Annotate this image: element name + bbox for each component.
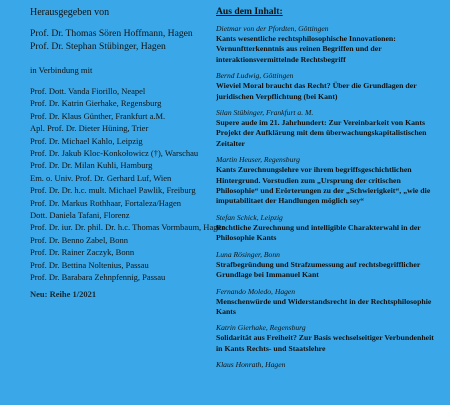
entry-author: Silan Stübinger, Frankfurt a. M. <box>216 108 314 118</box>
contents-heading: Aus dem Inhalt: <box>216 6 283 17</box>
board-member: Prof. Dr. Dr. h.c. mult. Michael Pawlik, Freiburg <box>30 185 196 196</box>
board-subheading: in Verbindung mit <box>30 65 93 75</box>
entry-title: Menschenwürde und Widerstandsrecht in der Rechtsphilosophie Kants <box>216 296 432 316</box>
editor-name: Prof. Dr. Stephan Stübinger, Hagen <box>30 41 166 52</box>
entry-author: Klaus Honrath, Hagen <box>216 360 286 370</box>
contents-entry <box>216 71 440 102</box>
board-member: Prof. Dr. Dr. Milan Kuhli, Hamburg <box>30 160 153 171</box>
board-member: Apl. Prof. Dr. Dieter Hüning, Trier <box>30 123 149 134</box>
entry-title: Solidarität aus Freiheit? Zur Basis wechselseitiger Verbundenheit in Kants Rechts- und Staatslehre <box>216 333 434 353</box>
contents-entry <box>216 213 440 244</box>
entry-author: Katrin Gierhake, Regensburg <box>216 323 306 333</box>
board-member: Prof. Dr. Michael Kahlo, Leipzig <box>30 135 143 146</box>
editors-heading: Herausgegeben von <box>30 7 110 18</box>
entry-author: Martin Heuser, Regensburg <box>216 155 300 165</box>
entry-title: Rechtliche Zurechnung und intelligible Charakterwahl in der Philosophie Kants <box>216 222 421 243</box>
board-member: Prof. Dr. Barabara Zehnpfennig, Passau <box>30 272 166 283</box>
editor-name: Prof. Dr. Thomas Sören Hoffmann, Hagen <box>30 28 193 39</box>
contents-entry <box>216 323 440 354</box>
entry-author: Stefan Schick, Leipzig <box>216 212 283 222</box>
board-member: Prof. Dr. iur. Dr. phil. Dr. h.c. Thomas Vormbaum, Hagen <box>30 222 226 233</box>
entry-title: Strafbegründung und Strafzumessung auf rechtsbegrifflicher Grundlage bei Immanuel Kant <box>216 259 421 280</box>
board-member: Dott. Daniela Tafani, Florenz <box>30 210 130 221</box>
board-member: Prof. Dott. Vanda Fiorillo, Neapel <box>30 86 146 96</box>
entry-author: Luna Rösinger, Bonn <box>216 249 280 259</box>
contents-column <box>216 6 440 376</box>
contents-entry <box>216 287 440 318</box>
board-member: Em. o. Univ. Prof. Dr. Gerhard Luf, Wien <box>30 172 172 183</box>
entry-title: Supere aude im 21. Jahrhundert: Zur Vereinbarkeit von Kants Projekt der Aufklärung mit dem überwachungskapitalistischen Zeitalter <box>216 118 427 148</box>
entry-title: Kants wesentliche rechtsphilosophische Innovationen: Vernunftterkenntnis aus reinen Begriffen und der interaktionsvermittelnde Rechtsbegriff <box>216 34 396 64</box>
board-member: Prof. Dr. Bettina Noltenius, Passau <box>30 259 149 270</box>
contents-entry <box>216 24 440 65</box>
editorial-column <box>30 6 226 300</box>
entry-title: Wieviel Moral braucht das Recht? Über die Grundlagen der juridischen Verpflichtung (bei Kant) <box>216 81 417 101</box>
board-member: Prof. Dr. Benno Zabel, Bonn <box>30 234 128 245</box>
entry-author: Fernando Moledo, Hagen <box>216 286 296 296</box>
contents-entry <box>216 250 440 281</box>
entry-title: Kants Zurechnungslehre vor ihrem begriffsgeschichtlichen Hintergrund. Vorstudien zum „Ursprung der critischen Philosophie“ und Erörterungen zu der „Schwierigkeit“, „wie die imputabilitaet der Handlungen möglich sey“ <box>216 165 431 206</box>
entry-author: Dietmar von der Pfordten, Göttingen <box>216 24 329 33</box>
board-member: Prof. Dr. Jakub Kloc-Konkołowicz (†), Warschau <box>30 148 199 159</box>
contents-entry <box>216 155 440 207</box>
board-member: Prof. Dr. Markus Rothhaar, Fortaleza/Hagen <box>30 197 181 208</box>
board-member: Prof. Dr. Katrin Gierhake, Regensburg <box>30 98 162 109</box>
editors-list <box>30 27 220 53</box>
board-member: Prof. Dr. Klaus Günther, Frankfurt a.M. <box>30 110 166 121</box>
board-member: Prof. Dr. Rainer Zaczyk, Bonn <box>30 247 135 258</box>
entry-author: Bernd Ludwig, Göttingen <box>216 71 294 81</box>
contents-entry <box>216 108 440 149</box>
series-footer: Neu: Reihe 1/2021 <box>30 288 97 299</box>
contents-entry <box>216 360 440 370</box>
board-list <box>30 85 226 284</box>
